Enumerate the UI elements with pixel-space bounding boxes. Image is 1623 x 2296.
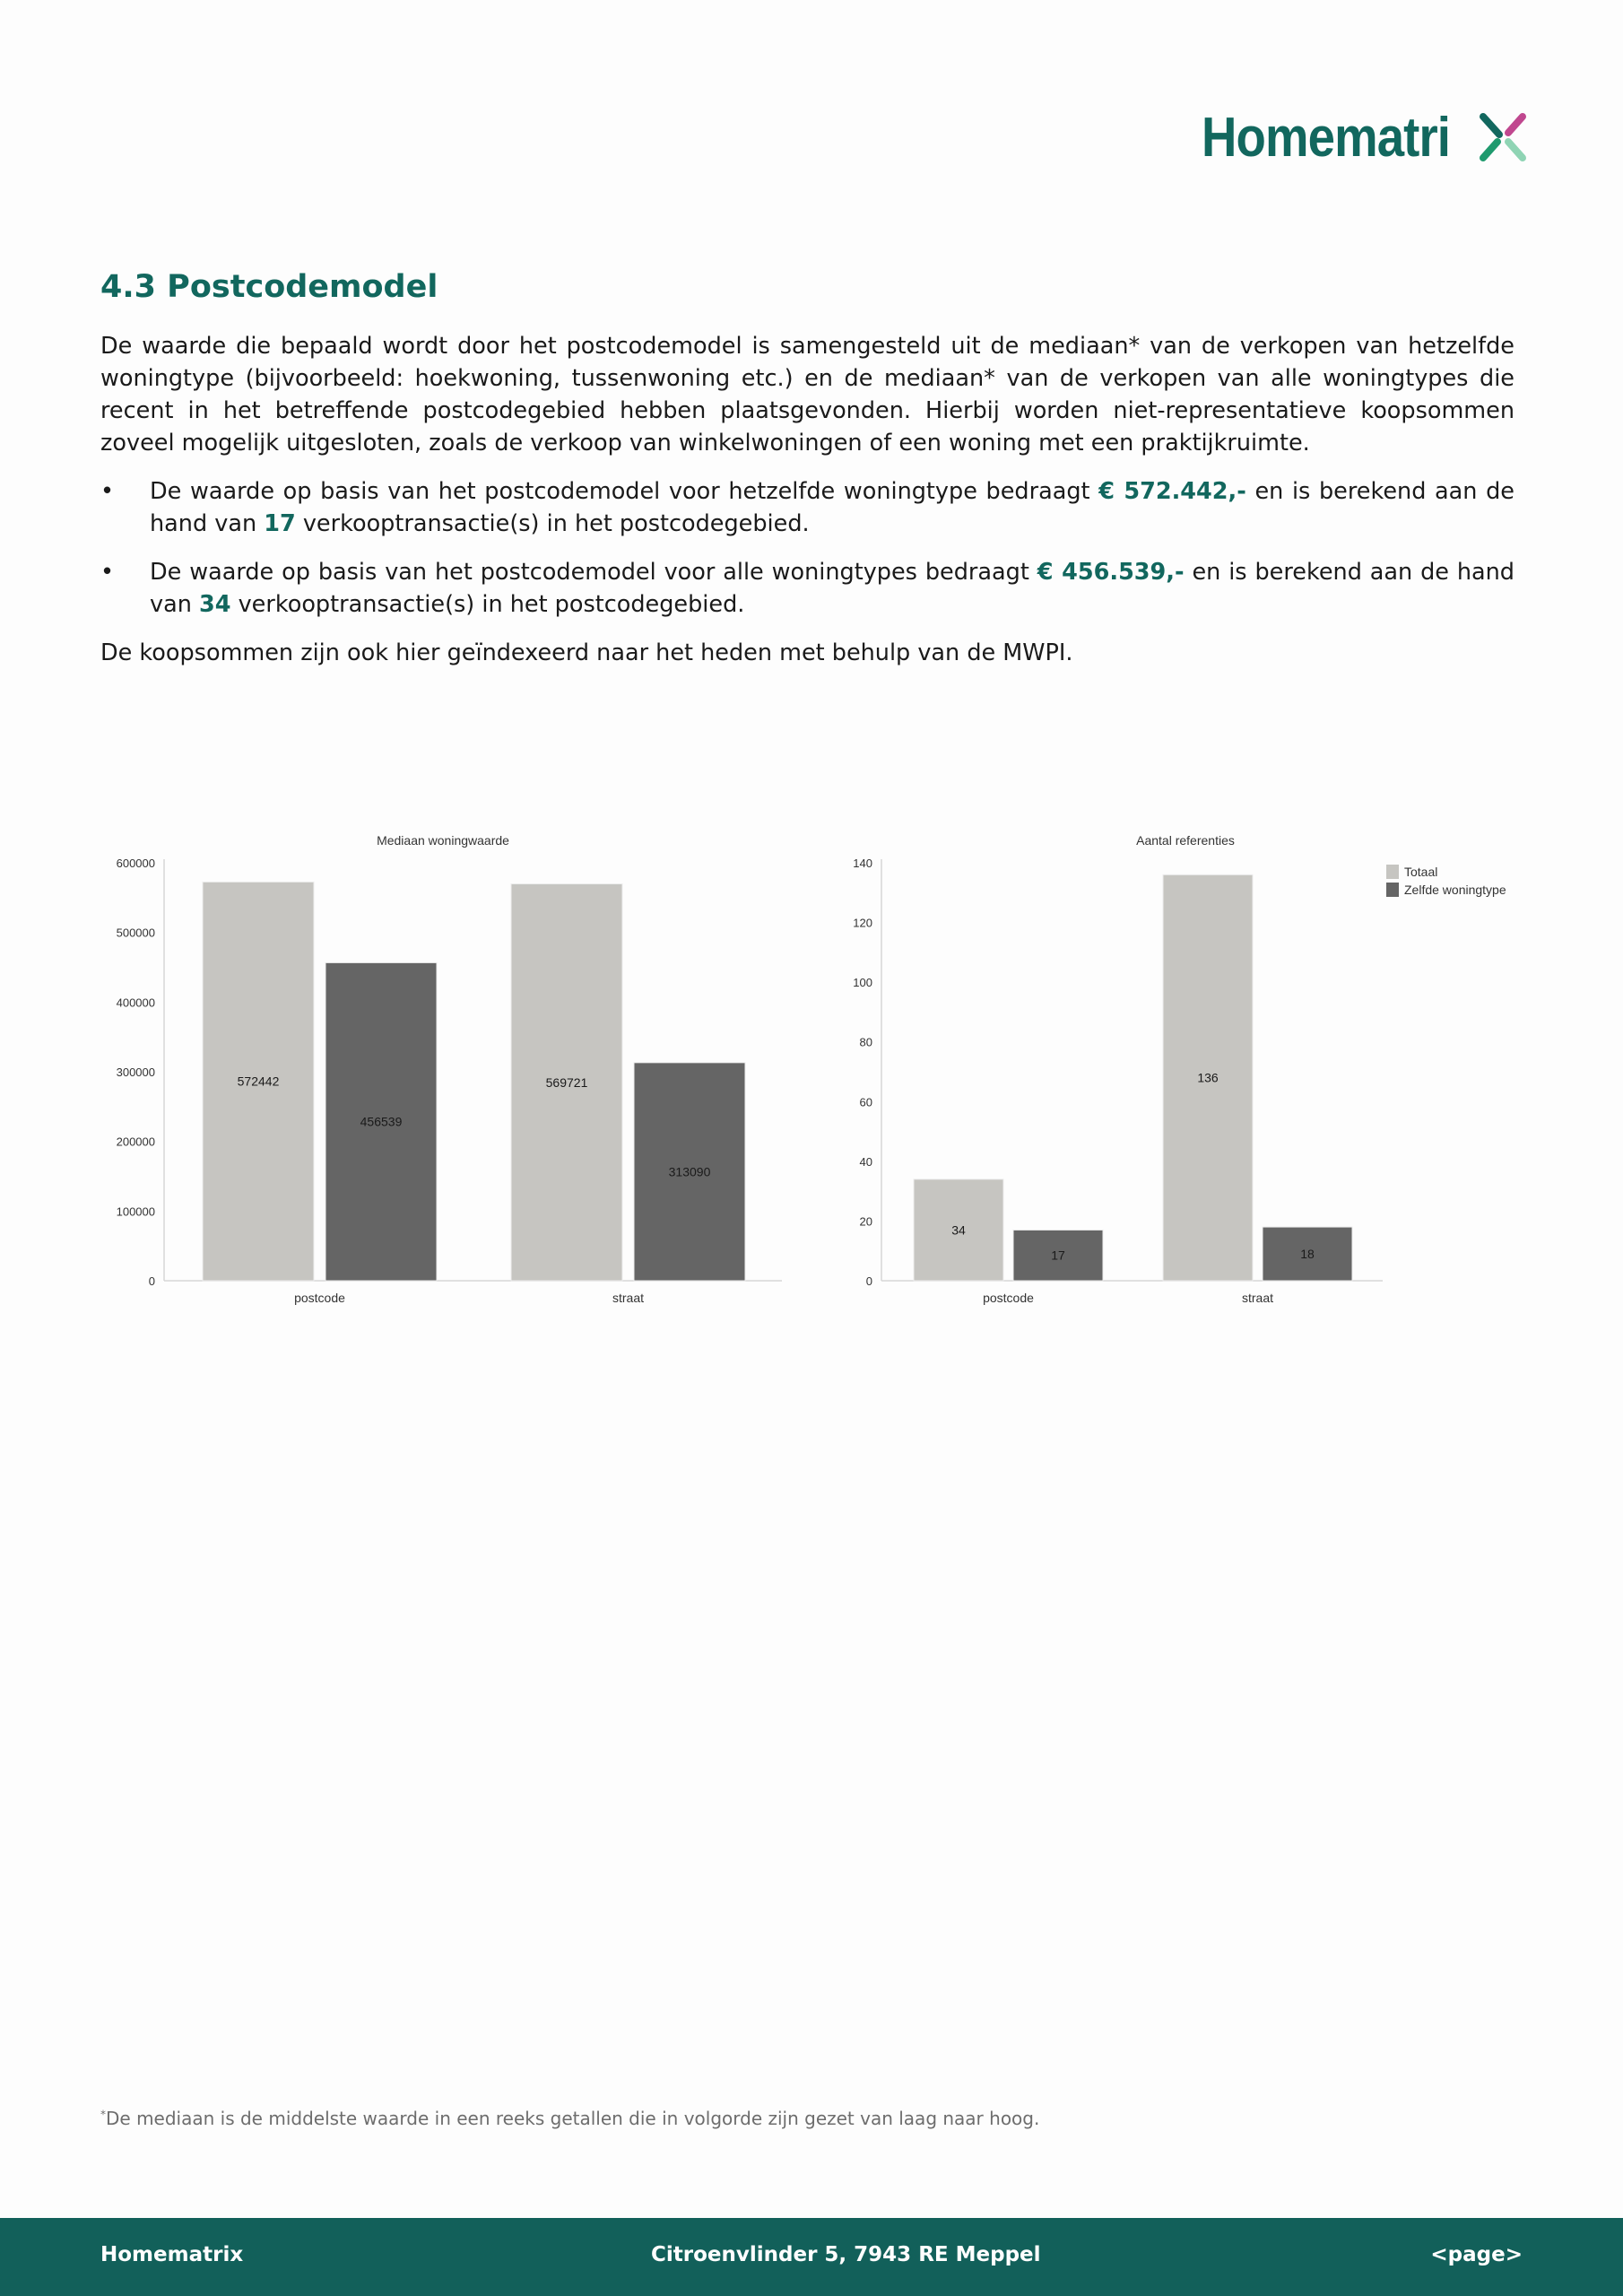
bullet-all-types: [100, 556, 1515, 621]
x-category-label: postcode: [294, 1291, 345, 1305]
bullet-marker: •: [100, 559, 115, 586]
y-tick-label: 100: [853, 976, 872, 990]
chart-reference-count-svg: [825, 825, 1524, 1309]
y-tick-label: 200000: [116, 1135, 155, 1149]
page-footer: [0, 2218, 1623, 2296]
chart-median-value-svg: [90, 825, 798, 1309]
bullet-text: De waarde op basis van het postcodemodel voor hetzelfde woningtype bedraagt: [150, 478, 1099, 505]
bar-value-label: 572442: [237, 1074, 280, 1089]
x-category-label: straat: [1241, 1291, 1274, 1305]
transaction-count: 34: [198, 591, 231, 618]
footer-company: Homematrix: [100, 2243, 244, 2266]
y-tick-label: 600000: [116, 857, 155, 870]
bar-value-label: 136: [1197, 1070, 1219, 1085]
bullet-text: verkooptransactie(s) in het postcodegebied.: [295, 510, 810, 537]
y-tick-label: 140: [853, 857, 872, 870]
bullet-text: De waarde op basis van het postcodemodel voor alle woningtypes bedraagt: [150, 559, 1037, 586]
bar-value-label: 34: [951, 1222, 966, 1238]
legend-swatch: [1386, 865, 1399, 879]
value-amount: € 456.539,-: [1037, 559, 1185, 586]
section-title: 4.3 Postcodemodel: [100, 269, 438, 305]
y-tick-label: 400000: [116, 996, 155, 1010]
value-amount: € 572.442,-: [1098, 478, 1246, 505]
legend-label: Totaal: [1404, 865, 1438, 879]
legend-label: Zelfde woningtype: [1404, 883, 1506, 897]
bullet-marker: •: [100, 478, 115, 505]
logo-text: Homematri: [1202, 107, 1451, 169]
footnote: [100, 2108, 1039, 2129]
bullet-text: en is berekend aan de hand van: [150, 478, 1515, 537]
bar-value-label: 313090: [668, 1164, 711, 1179]
logo-x-icon: [1478, 111, 1528, 163]
y-tick-label: 0: [148, 1274, 155, 1288]
chart-title: Mediaan woningwaarde: [377, 833, 509, 848]
x-category-label: straat: [612, 1291, 645, 1305]
y-tick-label: 80: [859, 1035, 872, 1049]
chart-reference-count: [825, 825, 1524, 1309]
y-tick-label: 60: [859, 1095, 872, 1109]
y-tick-label: 120: [853, 916, 872, 930]
x-category-label: postcode: [983, 1291, 1034, 1305]
bullet-same-type: [100, 475, 1515, 540]
footer-page-number: <page>: [1430, 2243, 1523, 2266]
y-tick-label: 0: [865, 1274, 872, 1288]
bar-value-label: 456539: [360, 1114, 403, 1129]
closing-paragraph: De koopsommen zijn ook hier geïndexeerd naar het heden met behulp van de MWPI.: [100, 639, 1073, 666]
bullet-text: verkooptransactie(s) in het postcodegebied.: [230, 591, 745, 618]
y-tick-label: 500000: [116, 926, 155, 940]
bar-value-label: 569721: [545, 1074, 588, 1090]
y-tick-label: 20: [859, 1214, 872, 1229]
intro-paragraph: De waarde die bepaald wordt door het postcodemodel is samengesteld uit de mediaan* van de verkopen van hetzelfde woningtype (bijvoorbeeld: hoekwoning, tussenwoning etc.) en de mediaan* van de verkopen van alle woningtypes die recent in het betreffende postcodegebied hebben plaatsgevonden. Hierbij worden niet-representatieve koopsommen zoveel mogelijk uitgesloten, zoals de verkoop van winkelwoningen of een woning met een praktijkruimte.: [100, 333, 1515, 457]
bullet-text: en is berekend aan de hand van: [150, 559, 1515, 618]
bar-value-label: 17: [1051, 1248, 1065, 1263]
legend-swatch: [1386, 883, 1399, 897]
y-tick-label: 300000: [116, 1065, 155, 1079]
chart-title: Aantal referenties: [1136, 833, 1235, 848]
chart-median-value: [90, 825, 798, 1309]
bar-value-label: 18: [1300, 1247, 1315, 1262]
y-tick-label: 40: [859, 1154, 872, 1169]
footnote-marker: *: [100, 2108, 106, 2121]
footnote-text: De mediaan is de middelste waarde in een reeks getallen die in volgorde zijn gezet van laag naar hoog.: [106, 2108, 1040, 2129]
footer-address: Citroenvlinder 5, 7943 RE Meppel: [651, 2243, 1041, 2266]
y-tick-label: 100000: [116, 1205, 155, 1219]
section-body: [100, 330, 1515, 685]
transaction-count: 17: [264, 510, 296, 537]
